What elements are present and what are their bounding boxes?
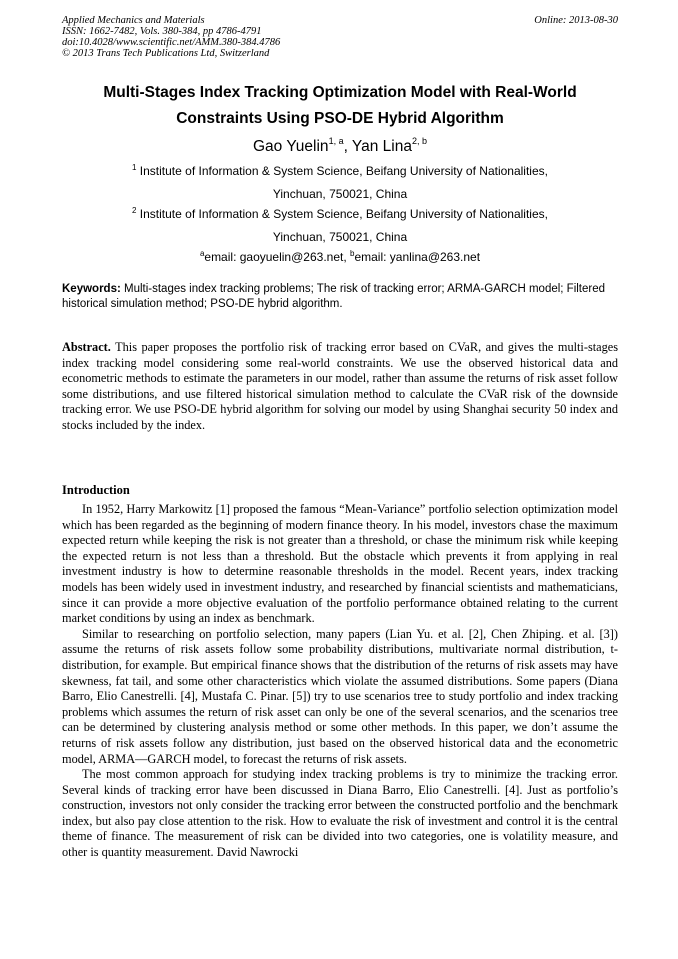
copyright-line: © 2013 Trans Tech Publications Ltd, Switzerland (62, 48, 270, 59)
author-list (62, 137, 618, 157)
affiliation-2 (62, 203, 618, 249)
author-emails (62, 246, 618, 269)
title-line-2: Constraints Using PSO-DE Hybrid Algorithm (176, 110, 504, 127)
paper-title (62, 80, 618, 132)
keywords-section (62, 282, 618, 312)
journal-name: Applied Mechanics and Materials (62, 15, 205, 26)
affiliation-institute: Institute of Information & System Science, Beifang University of Nationalities, (136, 164, 548, 178)
email-text: email: yanlina@263.net (354, 250, 481, 264)
author-affiliation-marker: 2, b (411, 136, 427, 146)
affiliation-number: 1 (132, 163, 137, 172)
paragraph: In 1952, Harry Markowitz [1] proposed the famous “Mean-Variance” portfolio selection optimization model which has been regarded as the beginning of modern finance theory. In his model, investors chase the maximum expected return while keeping the risk is not greater than a threshold, or chase the minimum risk while keeping the expected return is not less than a threshold. But the obstacle which prevents it from applying in real investment industry is how to determine reasonable thresholds in the model. Recent years, index tracking models has been widely used in investment industry, and researched by financial scientists and mathematicians, since it can provide a more objective evaluation of the portfolio performance obtained relating to the current market conditions by using an index as benchmark. (62, 502, 618, 626)
title-line-1: Multi-Stages Index Tracking Optimization Model with Real-World (103, 84, 577, 101)
affiliation-city: Yinchuan, 750021, China (272, 187, 408, 201)
introduction-body (62, 502, 618, 861)
author-separator: , (343, 138, 352, 155)
author-name: Yan Lina (351, 138, 412, 155)
section-heading: Introduction (62, 483, 130, 497)
affiliation-city: Yinchuan, 750021, China (272, 230, 408, 244)
author-affiliation-marker: 1, a (328, 136, 344, 146)
abstract-text: This paper proposes the portfolio risk of tracking error based on CVaR, and gives the multi-stages index tracking model considering some real-world constraints. We use the observed historical data and econometric methods to estimate the parameters in our model, rather than assume the returns of risk asset follow some distributions, and use filtered historical simulation method to calculate the CVaR risk of the downside tracking error. We use PSO-DE hybrid algorithm for solving our model by using Shanghai security 50 index and stocks included by the index. (62, 340, 618, 432)
email-marker: a (199, 249, 205, 258)
keywords-label: Keywords: (62, 283, 121, 295)
publication-header (62, 15, 618, 59)
affiliation-1 (62, 160, 618, 206)
author-name: Gao Yuelin (253, 138, 329, 155)
affiliation-institute: Institute of Information & System Science, Beifang University of Nationalities, (136, 207, 548, 221)
affiliation-number: 2 (132, 206, 137, 215)
paragraph: The most common approach for studying index tracking problems is try to minimize the tracking error. Several kinds of tracking error have been discussed in Diana Barro, Elio Canestrelli. [4]. Just as portfolio’s construction, investors not only consider the tracking error between the constructed portfolio and the benchmark index, but also pay close attention to the risk. How to evaluate the risk of investment and control it is the central theme of finance. The measurement of risk can be divided into two categories, one is volatility measure, and other is quantity measurement. David Nawrocki (62, 767, 618, 860)
email-marker: b (350, 249, 355, 258)
abstract-section (62, 340, 618, 433)
online-date: Online: 2013-08-30 (534, 15, 618, 26)
paragraph: Similar to researching on portfolio selection, many papers (Lian Yu. et al. [2], Chen Zhiping. et al. [3]) assume the returns of risk assets follow some probability distributions, multivariate normal distribution, t-distribution, for example. But empirical finance shows that the distribution of the returns of risk assets may have skewness, fat tail, and some other characteristics which violate the assumed distributions. Some papers (Diana Barro, Elio Canestrelli. [4], Mustafa C. Pinar. [5]) try to use scenarios tree to study portfolio and index tracking problems which assumes the return of risk asset can only be one of the several scenarios, and the scenarios tree can be determined by clustering analysis method or some other methods. In this paper, we don’t assume the returns of risk assets follow any distribution, just based on the observed historical data and the econometric model, ARMA—GARCH model, to forecast the returns of risk assets. (62, 626, 618, 766)
abstract-label: Abstract. (62, 340, 111, 354)
keywords-text: Multi-stages index tracking problems; The risk of tracking error; ARMA-GARCH model; Filtered historical simulation method; PSO-DE hybrid algorithm. (62, 283, 606, 310)
doi-line: doi:10.4028/www.scientific.net/AMM.380-384.4786 (62, 37, 281, 48)
issn-line: ISSN: 1662-7482, Vols. 380-384, pp 4786-4791 (62, 26, 262, 37)
email-text: email: gaoyuelin@263.net, (204, 250, 350, 264)
